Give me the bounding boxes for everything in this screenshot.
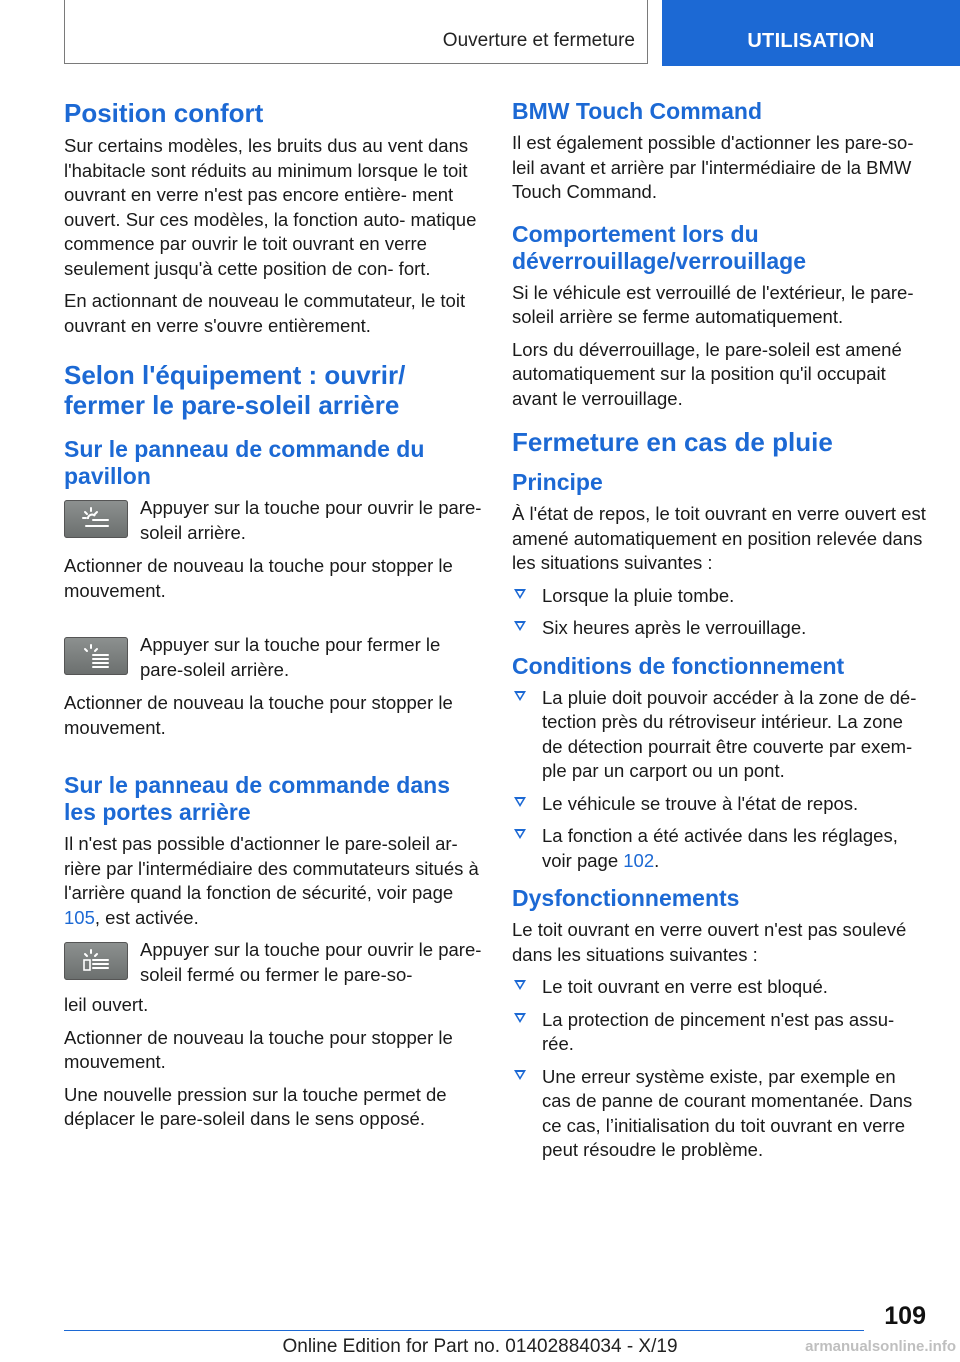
watermark: armanualsonline.info — [805, 1338, 956, 1355]
list-item — [512, 1008, 928, 1057]
paragraph: Actionner de nouveau la touche pour stopper le mouvement. — [64, 692, 453, 738]
bullet-triangle-icon — [514, 1070, 526, 1080]
text: Il n'est pas possible d'actionner le pare-soleil ar- rière par l'intermédiaire des commutateurs situés à l'arrière quand la fonction de sécurité, voir page — [64, 833, 479, 903]
button-row — [64, 633, 482, 685]
list-item-text: Le véhicule se trouve à l'état de repos. — [542, 792, 859, 814]
paragraph: À l'état de repos, le toit ouvrant en verre ouvert est amené automatiquement en position relevée dans les situations suivantes : — [512, 503, 926, 573]
list-item — [512, 975, 928, 1000]
heading-pare-soleil: Selon l'équipement : ouvrir/ fermer le pare-soleil arrière — [64, 360, 406, 420]
paragraph: Lors du déverrouillage, le pare-soleil est amené automatiquement sur la position qu'il occupait avant le verrouillage. — [512, 338, 902, 409]
sunshade-close-button-icon — [64, 637, 128, 675]
list-item — [512, 686, 928, 784]
list-item — [512, 584, 928, 609]
bullet-triangle-icon — [514, 691, 526, 701]
right-column — [512, 98, 928, 1171]
heading-pavillon: Sur le panneau de commande du pavillon — [64, 436, 425, 489]
button-description: Appuyer sur la touche pour ouvrir le pare-soleil arrière. — [140, 497, 482, 543]
sunshade-open-button-icon — [64, 500, 128, 538]
list-item-text: Six heures après le verrouillage. — [542, 617, 807, 638]
bullet-triangle-icon — [514, 621, 526, 631]
list-item-text: La pluie doit pouvoir accéder à la zone de dé- tection près du rétroviseur intérieur. La zone de détection pourrait être couverte par exem- ple par un carport ou un pont. — [542, 686, 917, 781]
principe-list — [512, 584, 928, 641]
bullet-triangle-icon — [514, 1013, 526, 1023]
button-row — [64, 938, 482, 987]
footer-divider — [64, 1330, 864, 1331]
dysfonctionnements-list — [512, 975, 928, 1163]
left-column — [64, 98, 482, 1140]
page-header — [0, 0, 960, 66]
text: , est activée. — [94, 906, 199, 928]
footer-edition: Online Edition for Part no. 01402884034 - X/19 — [282, 1336, 678, 1357]
page-number: 109 — [884, 1302, 926, 1330]
list-item — [512, 824, 928, 873]
heading-touch-command: BMW Touch Command — [512, 98, 762, 124]
list-item-text: Une erreur système existe, par exemple en cas de panne de courant momentanée. Dans ce cas, l’initialisation du toit ouvrant en verre peut résoudre le problème. — [542, 1065, 913, 1160]
header-chapter-label: UTILISATION — [747, 30, 875, 52]
bullet-triangle-icon — [514, 797, 526, 807]
paragraph: Sur certains modèles, les bruits dus au vent dans l'habitacle sont réduits au minimum lorsque le toit ouvrant en verre n'est pas encore entière- ment ouvert. Sur ces modèles, la fonction auto- matique commence par ouvrir le toit ouvrant en verre seulement jusqu'à cette position de con- fort. — [64, 135, 477, 279]
paragraph: En actionnant de nouveau le commutateur, le toit ouvrant en verre s'ouvre entièrement. — [64, 290, 466, 336]
bullet-triangle-icon — [514, 829, 526, 839]
paragraph: Si le véhicule est verrouillé de l'extérieur, le pare- soleil arrière se ferme automatiquement. — [512, 281, 914, 327]
paragraph: Le toit ouvrant en verre ouvert n'est pas soulevé dans les situations suivantes : — [512, 919, 907, 965]
list-item-text: Le toit ouvrant en verre est bloqué. — [542, 976, 828, 997]
conditions-list — [512, 686, 928, 874]
list-item — [512, 616, 928, 641]
page-link-105[interactable]: 105 — [64, 906, 95, 928]
paragraph-continued: leil ouvert. — [64, 994, 149, 1015]
bullet-triangle-icon — [514, 589, 526, 599]
paragraph: Actionner de nouveau la touche pour stopper le mouvement. — [64, 1026, 453, 1072]
button-description: Appuyer sur la touche pour fermer le pare-soleil arrière. — [140, 634, 441, 680]
heading-position-confort: Position confort — [64, 98, 264, 128]
text: . — [654, 849, 660, 871]
heading-dysfonctionnements: Dysfonctionnements — [512, 885, 740, 911]
header-section-title: Ouverture et fermeture — [442, 30, 635, 51]
list-item — [512, 792, 928, 817]
paragraph: Il est également possible d'actionner les pare-so- leil avant et arrière par l'intermédiaire de la BMW Touch Command. — [512, 132, 914, 202]
heading-conditions: Conditions de fonctionnement — [512, 652, 845, 679]
paragraph: Actionner de nouveau la touche pour stopper le mouvement. — [64, 555, 453, 601]
heading-portes-arriere: Sur le panneau de commande dans les portes arrière — [64, 772, 450, 825]
button-description: Appuyer sur la touche pour ouvrir le pare-soleil fermé ou fermer le pare-so- — [140, 939, 482, 985]
page-link-102[interactable]: 102 — [623, 849, 655, 871]
paragraph: Une nouvelle pression sur la touche permet de déplacer le pare-soleil dans le sens opposé. — [64, 1083, 447, 1129]
list-item — [512, 1065, 928, 1163]
heading-comportement: Comportement lors du déverrouillage/verrouillage — [512, 220, 807, 274]
heading-fermeture-pluie: Fermeture en cas de pluie — [512, 427, 833, 457]
button-row — [64, 496, 482, 548]
list-item-text: La fonction a été activée dans les réglages, voir page — [542, 825, 898, 871]
bullet-triangle-icon — [514, 980, 526, 990]
header-chapter-tab — [662, 0, 960, 66]
paragraph-security-function — [64, 832, 482, 930]
list-item-text: La protection de pincement n'est pas assu- rée. — [542, 1008, 895, 1054]
header-section-box — [64, 0, 648, 64]
heading-principe: Principe — [512, 469, 603, 495]
sunshade-toggle-button-icon — [64, 942, 128, 980]
list-item-text: Lorsque la pluie tombe. — [542, 584, 735, 606]
